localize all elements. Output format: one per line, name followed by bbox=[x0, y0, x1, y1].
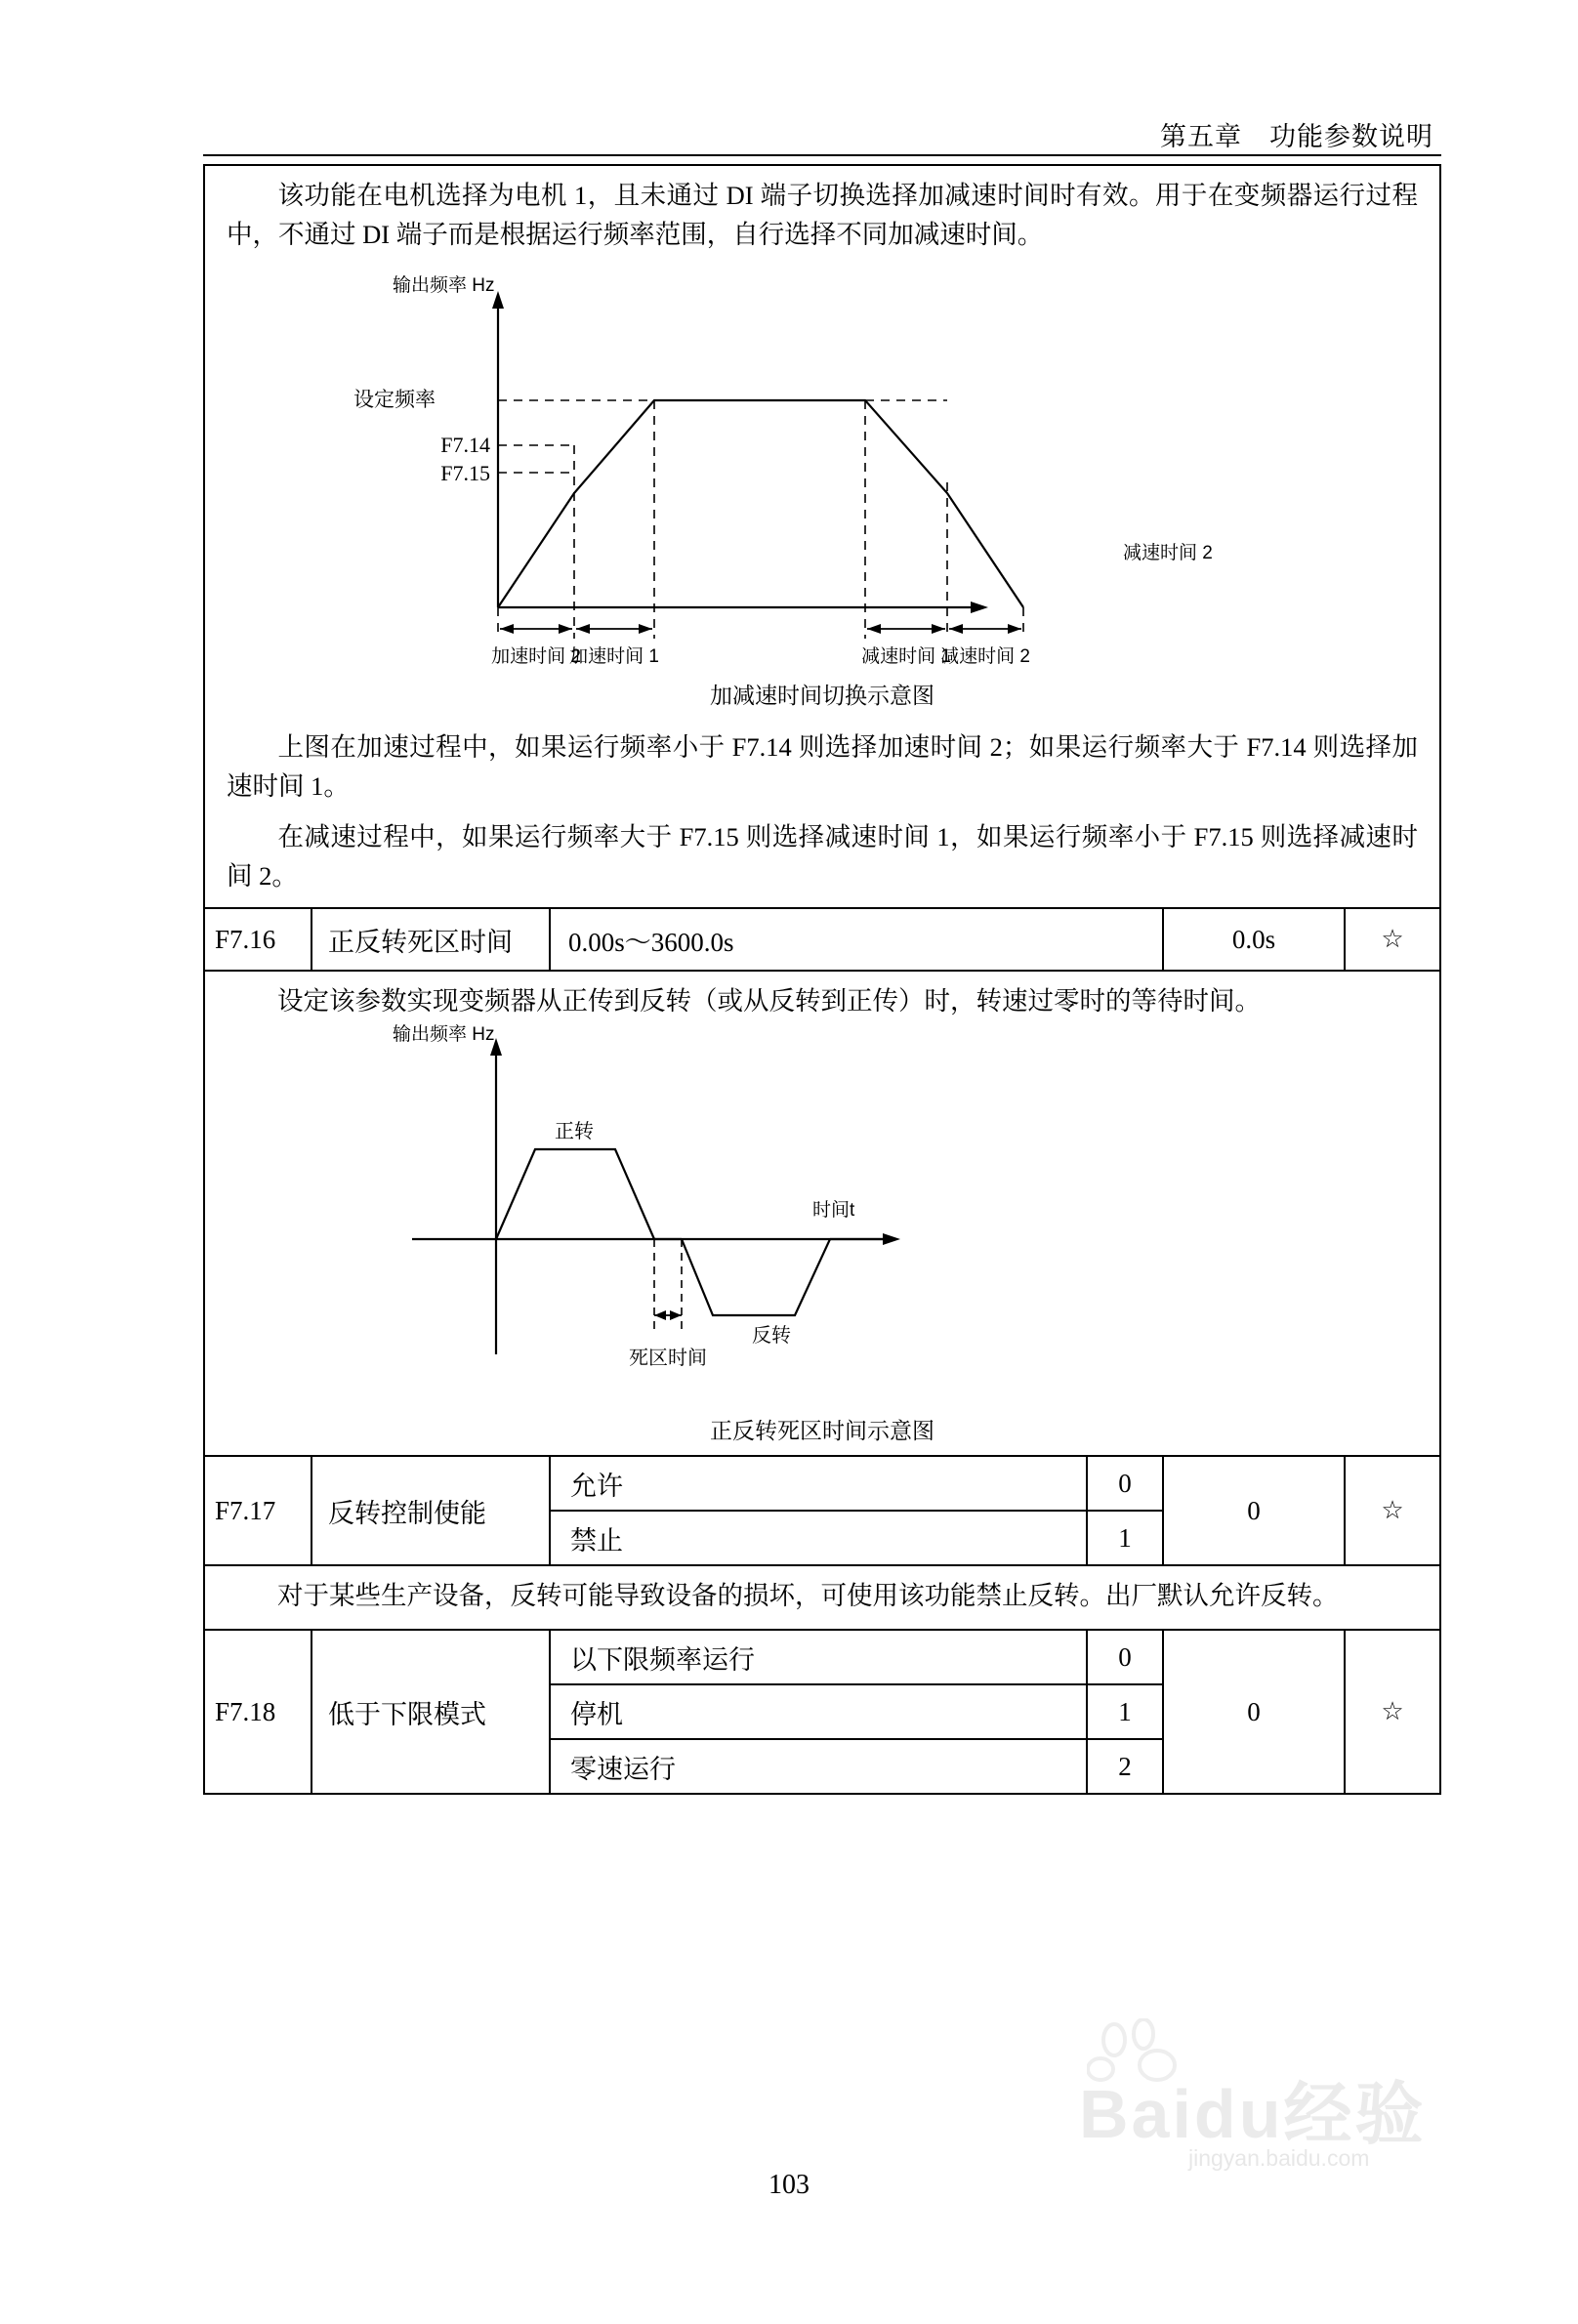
param-code: F7.17 bbox=[215, 1495, 276, 1525]
paragraph-3-text: 在减速过程中，如果运行频率大于 F7.15 则选择减速时间 1，如果运行频率小于 F7.15 则选择减速时间 2。 bbox=[227, 822, 1418, 891]
param-row-f718 bbox=[205, 1629, 1439, 1793]
page-number: 103 bbox=[768, 2170, 810, 2200]
param-range: 0.00s～3600.0s bbox=[549, 909, 1162, 970]
param-attribute: ☆ bbox=[1344, 1457, 1439, 1564]
figure-2-svg bbox=[205, 1022, 1439, 1413]
param-attribute: ☆ bbox=[1344, 909, 1439, 970]
param-name: 正反转死区时间 bbox=[311, 909, 549, 970]
watermark-subtext: jingyan.baidu.com bbox=[1188, 2145, 1370, 2171]
param-code: F7.16 bbox=[215, 924, 276, 954]
option-value: 0 bbox=[1086, 1631, 1162, 1683]
paragraph-3 bbox=[205, 808, 1439, 907]
figure-2-x-label: 时间t bbox=[812, 1200, 855, 1221]
figure-2-reverse-label: 反转 bbox=[752, 1325, 791, 1347]
option-row bbox=[551, 1510, 1162, 1564]
option-row bbox=[551, 1631, 1162, 1683]
page-header: 第五章 功能参数说明 bbox=[1160, 122, 1433, 151]
figure-1-dec2-label: 减速时间 2 bbox=[940, 646, 1030, 667]
option-row bbox=[551, 1738, 1162, 1793]
figure-1-f715-label: F7.15 bbox=[440, 461, 490, 485]
option-value: 0 bbox=[1086, 1457, 1162, 1510]
paragraph-1 bbox=[205, 166, 1439, 256]
option-value: 2 bbox=[1086, 1740, 1162, 1793]
option-row bbox=[551, 1457, 1162, 1510]
param-row-f716 bbox=[205, 907, 1439, 970]
option-label: 停机 bbox=[570, 1699, 623, 1729]
param-options bbox=[549, 1631, 1162, 1793]
param-default: 0 bbox=[1162, 1457, 1344, 1564]
watermark-paw-icon bbox=[1087, 2018, 1204, 2087]
param-name: 低于下限模式 bbox=[311, 1631, 549, 1793]
option-label: 允许 bbox=[570, 1471, 623, 1501]
figure-1-dec1-label: 减速时间 1 bbox=[861, 646, 951, 667]
option-value: 1 bbox=[1086, 1685, 1162, 1738]
figure-1-dec2-right-label: 减速时间 2 bbox=[1123, 543, 1213, 563]
figure-deadband bbox=[205, 1022, 1439, 1455]
figure-2-y-label: 输出频率 Hz bbox=[393, 1024, 495, 1045]
figure-1-acc1-label: 加速时间 1 bbox=[569, 646, 659, 667]
figure-1-caption: 加减速时间切换示意图 bbox=[710, 684, 934, 708]
figure-1-svg bbox=[205, 256, 1439, 678]
param-code: F7.18 bbox=[215, 1696, 276, 1726]
option-label: 零速运行 bbox=[570, 1754, 676, 1784]
option-label: 以下限频率运行 bbox=[570, 1644, 755, 1675]
paragraph-2-text: 上图在加速过程中，如果运行频率小于 F7.14 则选择加速时间 2；如果运行频率大于 F7.14 则选择加速时间 1。 bbox=[227, 732, 1418, 801]
figure-1-y-label: 输出频率 Hz bbox=[393, 275, 495, 296]
paragraph-5-text: 对于某些生产设备，反转可能导致设备的损坏，可使用该功能禁止反转。出厂默认允许反转。 bbox=[277, 1581, 1339, 1610]
figure-1-f714-label: F7.14 bbox=[440, 433, 490, 457]
paragraph-4-text: 设定该参数实现变频器从正传到反转（或从反转到正传）时，转速过零时的等待时间。 bbox=[277, 986, 1261, 1016]
paragraph-2 bbox=[205, 718, 1439, 808]
param-row-f717 bbox=[205, 1455, 1439, 1564]
param-name: 反转控制使能 bbox=[311, 1457, 549, 1564]
paragraph-1-text: 该功能在电机选择为电机 1，且未通过 DI 端子切换选择加减速时间时有效。用于在变频器运行过程中，不通过 DI 端子而是根据运行频率范围，自行选择不同加减速时间。 bbox=[227, 181, 1418, 249]
param-options bbox=[549, 1457, 1162, 1564]
paragraph-5 bbox=[205, 1564, 1439, 1629]
header-divider bbox=[203, 154, 1441, 156]
param-default: 0.0s bbox=[1162, 909, 1344, 970]
paragraph-4 bbox=[205, 970, 1439, 1022]
option-label: 禁止 bbox=[570, 1525, 623, 1556]
figure-acc-dec-switch bbox=[205, 256, 1439, 718]
watermark-text: Baidu经验 bbox=[1079, 2076, 1427, 2152]
option-value: 1 bbox=[1086, 1512, 1162, 1564]
param-default: 0 bbox=[1162, 1631, 1344, 1793]
figure-1-acc2-label: 加速时间 2 bbox=[491, 646, 581, 667]
figure-2-forward-label: 正转 bbox=[555, 1121, 594, 1142]
content-frame bbox=[203, 164, 1441, 1795]
figure-2-caption: 正反转死区时间示意图 bbox=[710, 1419, 934, 1443]
option-row bbox=[551, 1683, 1162, 1738]
param-attribute: ☆ bbox=[1344, 1631, 1439, 1793]
figure-1-set-freq-label: 设定频率 bbox=[353, 389, 436, 411]
figure-2-deadband-label: 死区时间 bbox=[629, 1348, 707, 1369]
